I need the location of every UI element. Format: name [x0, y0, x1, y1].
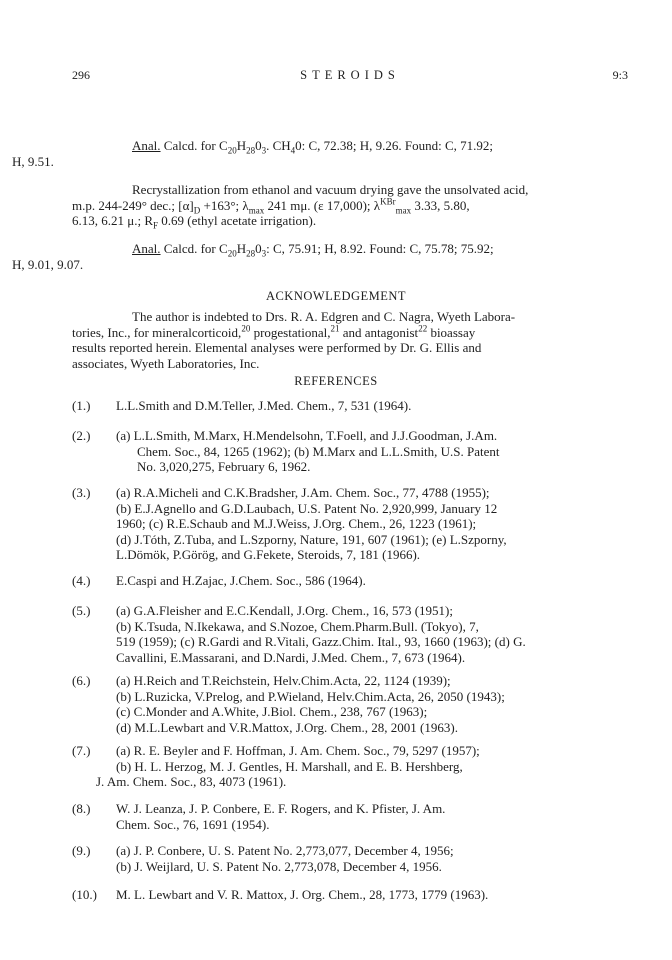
- analysis-paragraph-1: Anal. Calcd. for $C_{20}H_{28}0_3$. $CH_40$: C, 72.38; H, 9.26. Found: C, 71.92; H, 9.51.: [12, 138, 494, 169]
- reference-item-9: (9.) (a) J. P. Conbere, U. S. Patent No. 2,773,077, December 4, 1956; (b) J. Weijlard, U. S. Patent No. 2,773,078, December 4, 1956.: [72, 843, 454, 874]
- page-header: [72, 68, 628, 84]
- reference-item-1: (1.) L.L.Smith and D.M.Teller, J.Med. Chem., 7, 531 (1964).: [72, 398, 412, 413]
- reference-item-8: (8.) W. J. Leanza, J. P. Conbere, E. F. Rogers, and K. Pfister, J. Am. Chem. Soc., 76, 1691 (1954).: [72, 801, 446, 832]
- acknowledgement-paragraph: The author is indebted to Drs. R. A. Edgren and C. Nagra, Wyeth Labora- tories, Inc., for mineralcorticoid,$^{20}$ progestational,$^{21}$ and antagonist$^{22}$ bioassay results reported herein. Elemental analyses were performed by Dr. G. Ellis and associates, Wyeth Laboratories, Inc.: [72, 309, 516, 371]
- page-number: 296: [72, 68, 90, 82]
- references-heading: REFERENCES: [294, 374, 378, 388]
- analysis-paragraph-2: Anal. Calcd. for $C_{20}H_{28}0_3$: C, 75.91; H, 8.92. Found: C, 75.78; 75.92; H, 9.01, 9.07.: [12, 241, 494, 272]
- reference-item-4: (4.) E.Caspi and H.Zajac, J.Chem. Soc., 586 (1964).: [72, 573, 366, 588]
- reference-item-3: (3.) (a) R.A.Micheli and C.K.Bradsher, J.Am. Chem. Soc., 77, 4788 (1955); (b) E.J.Agnello and G.D.Laubach, U.S. Patent No. 2,920,999, January 12 1960; (c) R.E.Schaub and M.J.Weiss, J.Org. Chem., 26, 1223 (1961); (d) J.Tóth, Z.Tuba, and L.Szporny, Nature, 191, 607 (1961); (e) L.Szporny, L.Dömök, P.Görög, and G.Fekete, Steroids, 7, 181 (1966).: [72, 485, 507, 562]
- reference-item-2: (2.) (a) L.L.Smith, M.Marx, H.Mendelsohn, T.Foell, and J.J.Goodman, J.Am. Chem. Soc., 84, 1265 (1962); (b) M.Marx and L.L.Smith, U.S. Patent No. 3,020,275, February 6, 1962.: [72, 428, 500, 474]
- acknowledgement-heading: ACKNOWLEDGEMENT: [265, 289, 407, 303]
- journal-title: STEROIDS: [300, 68, 400, 82]
- recrystallization-paragraph: Recrystallization from ethanol and vacuum drying gave the unsolvated acid, m.p. 244-249° dec.; $[\alpha]_D +163^\circ$; $\lambda_{max}$ 241 mμ. (ε 17,000); $\lambda^{KBr}_{max}$ 3.33, 5.80, 6.13, 6.21 μ.; $R_F$ 0.69 (ethyl acetate irrigation).: [72, 182, 529, 231]
- reference-item-6: (6.) (a) H.Reich and T.Reichstein, Helv.Chim.Acta, 22, 1124 (1939); (b) L.Ruzicka, V.Prelog, and P.Wieland, Helv.Chim.Acta, 26, 2050 (1943); (c) C.Monder and A.White, J.Biol. Chem., 238, 767 (1963); (d) M.L.Lewbart and V.R.Mattox, J.Org. Chem., 28, 2001 (1963).: [72, 673, 505, 735]
- issue-number: 9:3: [612, 68, 628, 82]
- reference-item-10: (10.) M. L. Lewbart and V. R. Mattox, J. Org. Chem., 28, 1773, 1779 (1963).: [72, 887, 489, 902]
- reference-item-5: (5.) (a) G.A.Fleisher and E.C.Kendall, J.Org. Chem., 16, 573 (1951); (b) K.Tsuda, N.Ikekawa, and S.Nozoe, Chem.Pharm.Bull. (Tokyo), 7, 519 (1959); (c) R.Gardi and R.Vitali, Gazz.Chim. Ital., 93, 1660 (1963); (d) G. Cavallini, E.Massarani, and D.Nardi, J.Med. Chem., 7, 673 (1964).: [72, 603, 526, 665]
- reference-item-7: (7.) (a) R. E. Beyler and F. Hoffman, J. Am. Chem. Soc., 79, 5297 (1957); (b) H. L. Herzog, M. J. Gentles, H. Marshall, and E. B. Hershberg, J. Am. Chem. Soc., 83, 4073 (1961).: [72, 743, 480, 789]
